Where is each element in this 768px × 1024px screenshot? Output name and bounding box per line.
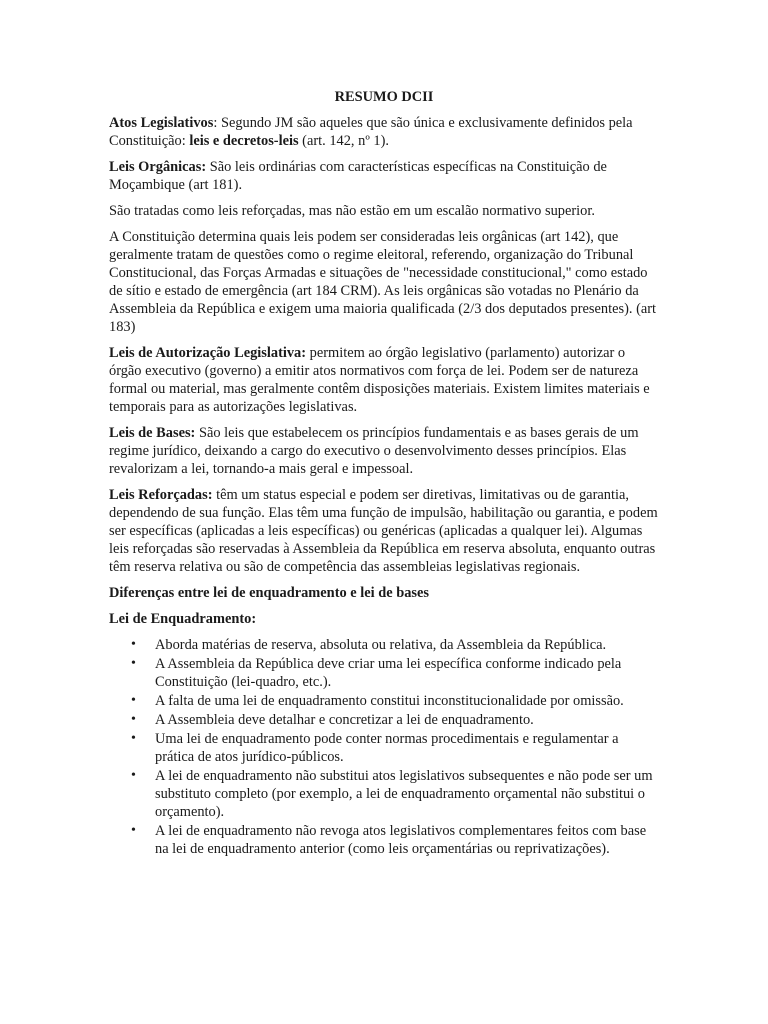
list-item bbox=[109, 692, 659, 710]
paragraph-atos-legislativos bbox=[109, 114, 659, 150]
bullet-icon: • bbox=[131, 731, 136, 746]
list-item-text: Aborda matérias de reserva, absoluta ou relativa, da Assembleia da República. bbox=[155, 637, 607, 653]
bullet-icon: • bbox=[131, 656, 136, 671]
list-item-text: A lei de enquadramento não substitui atos legislativos subsequentes e não pode ser um substituto completo (por exemplo, a lei de enquadramento orçamental não substitui o orçamento). bbox=[155, 768, 653, 820]
term-leis-decretos-leis: leis e decretos-leis bbox=[189, 133, 299, 149]
list-item-text: A Assembleia deve detalhar e concretizar a lei de enquadramento. bbox=[155, 712, 534, 728]
list-item bbox=[109, 767, 659, 821]
list-item bbox=[109, 822, 659, 858]
paragraph-text: (art. 142, nº 1). bbox=[298, 133, 389, 149]
paragraph-leis-organicas bbox=[109, 158, 659, 194]
paragraph-text: têm um status especial e podem ser diretivas, limitativas ou de garantia, dependendo de sua função. Elas têm uma função de impulsão, habilitação ou garantia, e podem ser específicas (aplicadas a leis específicas) ou genéricas (aplicadas a qualquer lei). Algumas leis reforçadas são reservadas à Assembleia da República em reserva absoluta, enquanto outras têm reserva relativa ou são de competência das assembleias legislativas regionais. bbox=[109, 487, 658, 575]
bullet-icon: • bbox=[131, 823, 136, 838]
paragraph-text: permitem ao órgão legislativo (parlamento) autorizar o órgão executivo (governo) a emitir atos normativos com força de lei. Podem ser de natureza formal ou material, mas geralmente contêm disposições materiais. Existem limites materiais e temporais para as autorizações legislativas. bbox=[109, 345, 650, 415]
bullet-icon: • bbox=[131, 637, 136, 652]
paragraph-text: São leis que estabelecem os princípios fundamentais e as bases gerais de um regime jurídico, deixando a cargo do executivo o desenvolvimento desses princípios. Elas revalorizam a lei, tornando-a mais geral e impessoal. bbox=[109, 425, 639, 477]
list-item-text: A Assembleia da República deve criar uma lei específica conforme indicado pela Constituição (lei-quadro, etc.). bbox=[155, 656, 622, 690]
paragraph-leis-reforcadas bbox=[109, 486, 659, 576]
list-item bbox=[109, 730, 659, 766]
paragraph-constituicao: A Constituição determina quais leis podem ser consideradas leis orgânicas (art 142), que geralmente tratam de questões como o regime eleitoral, referendo, organização do Tribunal Constitucional, das Forças Armadas e situações de "necessidade constitucional," como estado de sítio e estado de emergência (art 184 CRM). As leis orgânicas são votadas no Plenário da Assembleia da República e exigem uma maioria qualificada (2/3 dos deputados presentes). (art 183) bbox=[109, 229, 657, 335]
list-item bbox=[109, 711, 659, 729]
section-heading: Diferenças entre lei de enquadramento e lei de bases bbox=[109, 585, 430, 601]
term-leis-reforcadas: Leis Reforçadas: bbox=[109, 487, 213, 503]
paragraph-autorizacao-legislativa bbox=[109, 344, 659, 416]
document-page bbox=[109, 88, 659, 859]
bullet-icon: • bbox=[131, 712, 136, 727]
subheading-lei-de-enquadramento: Lei de Enquadramento: bbox=[109, 611, 257, 627]
list-item bbox=[109, 636, 659, 654]
paragraph-leis-de-bases bbox=[109, 424, 659, 478]
list-item-text: A falta de uma lei de enquadramento constitui inconstitucionalidade por omissão. bbox=[155, 693, 624, 709]
list-item-text: A lei de enquadramento não revoga atos legislativos complementares feitos com base na lei de enquadramento anterior (como leis orçamentárias ou reprivatizações). bbox=[155, 823, 647, 857]
bullet-icon: • bbox=[131, 693, 136, 708]
term-autorizacao-legislativa: Leis de Autorização Legislativa: bbox=[109, 345, 307, 361]
bullet-icon: • bbox=[131, 768, 136, 783]
term-leis-organicas: Leis Orgânicas: bbox=[109, 159, 207, 175]
list-item bbox=[109, 655, 659, 691]
paragraph-leis-reforcadas-note: São tratadas como leis reforçadas, mas não estão em um escalão normativo superior. bbox=[109, 203, 595, 219]
term-atos-legislativos: Atos Legislativos bbox=[109, 115, 214, 131]
paragraph-text: : Segundo JM são aqueles que são única e exclusivamente definidos pela Constituição: bbox=[109, 115, 633, 149]
term-leis-de-bases: Leis de Bases: bbox=[109, 425, 196, 441]
paragraph-text: São leis ordinárias com características específicas na Constituição de Moçambique (art 181). bbox=[109, 159, 607, 193]
list-item-text: Uma lei de enquadramento pode conter normas procedimentais e regulamentar a prática de atos jurídico-públicos. bbox=[155, 731, 619, 765]
document-title: RESUMO DCII bbox=[334, 89, 434, 105]
bullet-list bbox=[109, 636, 659, 858]
